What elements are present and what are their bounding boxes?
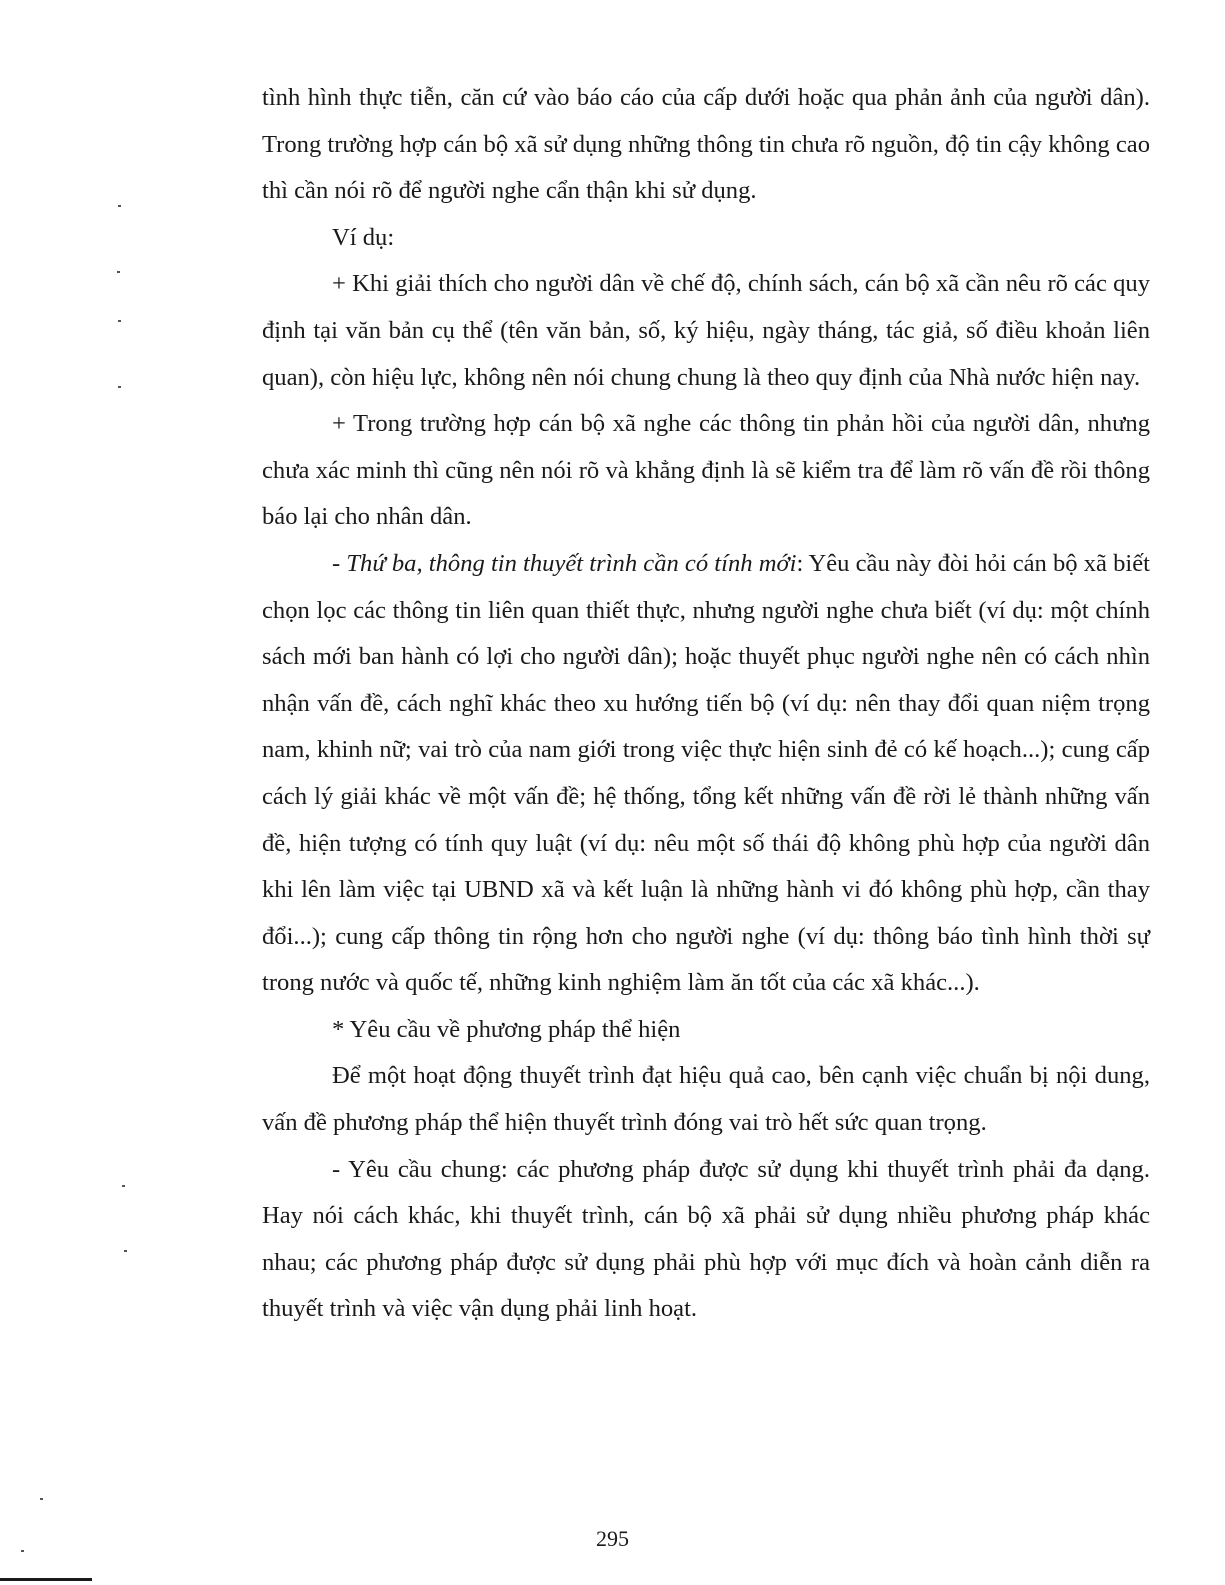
scan-speck [118,205,121,207]
scan-speck [118,386,121,388]
paragraph-general-requirement: - Yêu cầu chung: các phương pháp được sử dụng khi thuyết trình phải đa dạng. Hay nói cách khác, khi thuyết trình, cán bộ xã phải sử dụng nhiều phương pháp khác nhau; các phương pháp được sử dụng phải phù hợp với mục đích và hoàn cảnh diễn ra thuyết trình và việc vận dụng phải linh hoạt. [262,1155,1150,1323]
page-number: 295 [596,1526,629,1551]
paragraph-body: : Yêu cầu này đòi hỏi cán bộ xã biết chọn lọc các thông tin liên quan thiết thực, nhưng người nghe chưa biết (ví dụ: một chính sách mới ban hành có lợi cho người dân); hoặc thuyết phục người nghe nên có cách nhìn nhận vấn đề, cách nghĩ khác theo xu hướng tiến bộ (ví dụ: nên thay đổi quan niệm trọng nam, khinh nữ; vai trò của nam giới trong việc thực hiện sinh đẻ có kế hoạch...); cung cấp cách lý giải khác về một vấn đề; hệ thống, tổng kết những vấn đề rời lẻ thành những vấn đề, hiện tượng có tính quy luật (ví dụ: nêu một số thái độ không phù hợp của người dân khi lên làm việc tại UBND xã và kết luận là những hành vi đó không phù hợp, cần thay đổi...); cung cấp thông tin rộng hơn cho người nghe (ví dụ: thông báo tình hình thời sự trong nước và quốc tế, những kinh nghiệm làm ăn tốt của các xã khác...). [262,549,1150,997]
section-heading-method: * Yêu cầu về phương pháp thể hiện [332,1015,681,1043]
body-text [262,75,1150,1333]
paragraph-method-intro: Để một hoạt động thuyết trình đạt hiệu quả cao, bên cạnh việc chuẩn bị nội dung, vấn đề phương pháp thể hiện thuyết trình đóng vai trò hết sức quan trọng. [262,1062,1150,1137]
paragraph-lead-in: - Thứ ba, thông tin thuyết trình cần có tính mới [332,549,797,577]
scan-speck [124,1250,127,1252]
scan-speck [122,1185,125,1187]
paragraph-novelty-requirement [262,541,1150,1007]
paragraph-example-feedback: + Trong trường hợp cán bộ xã nghe các thông tin phản hồi của người dân, nhưng chưa xác minh thì cũng nên nói rõ và khẳng định là sẽ kiểm tra để làm rõ vấn đề rồi thông báo lại cho nhân dân. [262,410,1150,531]
scan-speck [117,271,120,273]
paragraph-example-label: Ví dụ: [332,223,395,251]
scan-speck [21,1550,24,1552]
scan-speck [118,320,121,322]
paragraph-example-policy: + Khi giải thích cho người dân về chế độ, chính sách, cán bộ xã cần nêu rõ các quy định tại văn bản cụ thể (tên văn bản, số, ký hiệu, ngày tháng, tác giả, số điều khoản liên quan), còn hiệu lực, không nên nói chung chung là theo quy định của Nhà nước hiện nay. [262,270,1150,391]
bottom-rule-line [0,1578,92,1581]
scan-speck [40,1498,43,1500]
paragraph-continuation: tình hình thực tiễn, căn cứ vào báo cáo của cấp dưới hoặc qua phản ảnh của người dân). Trong trường hợp cán bộ xã sử dụng những thông tin chưa rõ nguồn, độ tin cậy không cao thì cần nói rõ để người nghe cẩn thận khi sử dụng. [262,84,1150,205]
